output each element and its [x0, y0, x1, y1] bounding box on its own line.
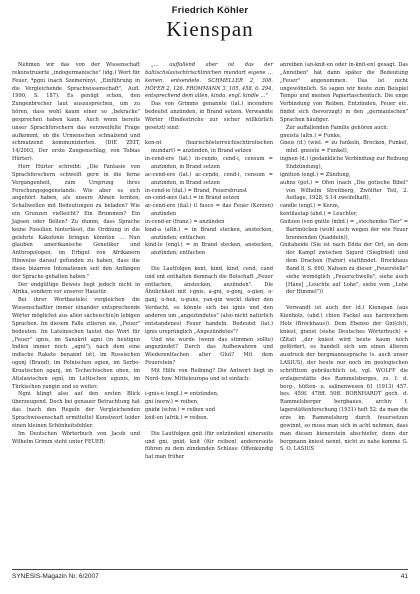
footer-rule [12, 569, 408, 570]
paragraph: ingnen (d.) (gedankliche Verbindung zur Reibung Endzündung), [280, 156, 408, 170]
paragraph: Der endgültige Beweis liegt jedoch nicht in Afrika, sondern vor unserer Haustür. [12, 281, 140, 296]
paragraph: ken-nt (bairischösterreichischtirolischen mundart) = anzünden, in Brand setzen [145, 140, 273, 155]
paragraph: kind-le (engl.) = in Brand stecken, anstecken, anzünden; entfachen [145, 242, 273, 257]
page-number: 41 [400, 573, 408, 580]
text-column-right [280, 62, 408, 454]
paragraph: Gnitaheide (Sie ist nach Edda der Ort, an dem der Kampf zwischen Sigurd (Siegfried) und dem Drachen (Fafnir) stattfindet. Brockhaus Band 8, S. 690, Nahsen zu dieser „Feuerstelle" siehe womöglich „Feuerschwelle", siehe auch [Hans] „Leuchte auf Lohe", siehe vom „Lohe der Himmel")) [280, 242, 408, 296]
paragraph: kind-a (altn.) = in Brand stecken, anstecken, anzünden; entfachen [145, 226, 273, 241]
paragraph: Ngni klingt also auf den ersten Blick überzeugend. Doch bei genauer Betrachtung hat das (nach den Regeln der Vergleichenden Sprachwissenschaft ermittelte) Kunstwort leider einen kleinen Schönheitsfehler. [12, 391, 140, 429]
paragraph: Nehmen wir das von der Wissenschaft rekonstruierte „indogermanische" (idg.) Wort für Feuer, *pgni (nach Szemerényi, „Einführung in die Vergleichende Sprachwissenschaft", Aufl. 1990, S. 187). Es genügt schon, den Zungenbrecher laut auszusprechen, um zu hören, dass wohl kaum einer so „bekracke" gesprochen haben kann. Auch wenn bereits unser Sprachforschern das verzweifelte Frage aufkommt, ob die Urmenschen schnalzend und schmatzend kommunizierten. (DIE ZEIT, 14/2003, Der erste Zungenschlag, von Tobias Hürter). [12, 62, 140, 163]
text-column-middle [145, 62, 273, 462]
paragraph: en-cend-ære (lat.) = in Brand setzen [145, 195, 240, 202]
paragraph: gnidи (schw.) = reiben und [145, 407, 216, 414]
paragraph: Verwandt ist auch der (d.) Kienspan (aus Kienholz, (ahd.) chien Fackel aus harzreichem Holz (Brockhaus)). Dem Ebenso der Gni(ch)t, kniest, gneist (siehe Deutsches Wörterbuch) + (Zitat) „der kniest wird heute kaum noch gefördert, es handelt sich um einen älteren ausdruck der bergmannssprache (s. auch unser LASIUS), der heute nur noch im geologischen schrifttum gebräuchlich ist, vgl. WOLFF die erzlagerstätte des Rammelsberges, zs. f. d. berg-, hütten- u. salinenwesen 61 (1913) 457. bes. 459f. 478ff. 50ff. BORNHARDT goch. d. Rammelsberger bergbaues, archiv f. lagerstättenforschung (1931) heft 52: da man die erze im Rammelsberg durch feuersetzen gewinnt, so muss man sich in acht nehmen, dass man diesen kienerstein abschiefer, denn der bergmann kniest nennt, nicht zu nahe komme G. S. O. LASIUS [280, 305, 408, 453]
paragraph: in-cend-er (franz.) = anzünden [145, 218, 225, 225]
paragraph: kentilastap (ahd.) = Leuchter, [280, 211, 358, 218]
text-column-left [12, 62, 140, 446]
paragraph: auhns (got.) = Ofen (nach „Die gotische Bibel" von Wilhelm Streitberg, Zwölfter Teil, 2. Auflage, 1928, S.14 zweifelhaft), [280, 179, 408, 202]
paragraph: Gneis (d.) (wiel. = zu funkeln, Brocken, Funkel, mhd. gneiste = Funkel), [280, 140, 408, 155]
paragraph: gni (norw.) = reiben, [145, 399, 199, 406]
article-author: Friedrich Köhler [171, 5, 249, 16]
paragraph: ac-cend-ere (lat.) ac-cendo, cend-i, censum = anzünden, in Brand setzen [145, 171, 273, 186]
paragraph: knit-en (afrik.) = reiben. [145, 414, 209, 421]
article-title: Kienspan [166, 17, 254, 41]
paragraph: in-cend-io (ital.) = Brand, Feuersbrunst [145, 187, 248, 194]
paragraph: Und wie wurde (wenn das stimmen sollte) angezündet? Durch das Aufbewahren und Wiederentfachen alter Glut? Mit dem Feuerstein? [145, 336, 273, 367]
magazine-issue: SYNESIS-Magazin Nr. 6/2007 [12, 573, 99, 580]
paragraph: Die Lautfolgen gnit (für entzünden) einerseits und gni, gnid, knit (für reiben) andererseits führen zu dem zündenden Schluss: Offenkundig hat man früher [145, 430, 273, 461]
paragraph: Die Lautfolgen kent, kind, kind, cend, cand und ent enthalten demnach die Botschaft „Feuer entfachen, anstecken, anzünden". Die Ähnlichkeit mit i-gnis, a-gni, o-gonj, o-gien, o-ganj, o-hen, u-guns, yan-gin weckt daher den Verdacht, es könnte sich bei ignis und den anderen um „angezündetes" (also nicht natürlich entstandenes) Feuer handeln. Bedeutet (lat.) ignis ursprünglich „Angezündetes"? [145, 265, 273, 335]
paragraph: gneista (altn.) = Funke, [280, 132, 342, 139]
paragraph: Mit Hilfe von Reibung? Die Antwort liegt in Nord- bzw. Mitteleuropa und ist einfach: [145, 367, 273, 382]
paragraph: Herr Hürter schreibt: „Die Fantasie von Sprachforschern schweift gern in die ferne Vergangenheit, zum Ursprung ihres Forschungsgegenstands. Wie aber es sich angehört haben, als unsere Ahnen lernten, Schallwellen mit Bedeutungen zu beladen? Wie ein Grunzen vielleicht? Ein Brummen? Ein Japsen oder Bellen? Zu dumm, dass Sprache keine Fossilien hinterlässt, die Ordnung in die gelehrte Kakofonie bringen könnten … Nun glauben amerikanische Genetiker und Anthropologen, im Erbgut von Afrikanern Hinweise darauf gefunden zu haben, dass die diese bizarren Intonationen seit den Anfängen der Sprache gehalten haben." [12, 163, 140, 280]
page-footer [12, 573, 408, 580]
paragraph: Bei ihrer Wortbasteleí vergleichen die Wissenschaftler immer einander entsprechende Wörter möglichst aus allen sächsisch(e)n lebigen Sprachen. Im diesem Falle zitieren sie, „Feuer" bedeuten. Im Lateinischen lautet das Wort für „Feuer" ignis, im Sanskrit agni (in heutigen Indien immer noch „agni"), nach dem eine indische Rakete benannt ist), im Russischen ogonj (Brand), im Polnischen ogien, im Serbo-Kroatischen oganj, im Tschechischen ohen, im Altslawischen ognǐ, im Lettischen ugunis, im Türkischen yangin und so weiter. [12, 297, 140, 390]
paragraph: anreiben (an-knit-en oder in-knit-en) gesagt. Das „Anreiben" hat dann später die Bedeutung „Feuer" angenommen. Das ist nicht ungewöhnlich. So sagen wir heute zum Beispiel Tempo und meinen Papiertaschentuch. Die enge Verbindung von Reiben, Entzünden, Feuer etc. findet sich (bevorzugt) in den „germanischen" Sprachen häufiger. [280, 62, 408, 123]
paragraph: in-cend-ere (lat.) in-cendo, cend-i, censum = anzünden, in Brand setzen [145, 156, 273, 170]
paragraph: ignition (engl.) = Zündung, [280, 171, 351, 178]
paragraph: Gnitzen (von gnitte (mhd.) = „stechendes Tier" = Bartmücken (wohl auch wegen der wie Feuer brennenden Quaddeln)), [280, 218, 408, 241]
paragraph: Zur auffallenden Familie gehören auch: [286, 124, 389, 131]
paragraph: Das von Grimms genannte (lat.) incendere bedeutet anzünden, in Brand setzen. Verwandte Wörter (Bindestriche zur sicher willkürlich gesetzt) sind: [145, 101, 273, 131]
paragraph: ac-cend-ere (ital.) il fuoco = das Feuer (Kerzen) anzünden [145, 203, 273, 218]
paragraph: i-gnis-e (engl.) = entzünden, [145, 391, 219, 398]
paragraph: „… auffallend aber ist das der baltischslavischtrischlinichen mundart eigene … keinen, entsendete. SCHMELLER 2, 308. HÖFER 2, 126. FROMMANN 3, 105. 458. 6. 294, entsprechend dem alten, kinda, engl. kindle …" [145, 62, 273, 100]
paragraph: candle (engl.) = Kerze, [280, 203, 340, 210]
paragraph: Im Deutschen Wörterbuch von Jacob und Wilhelm Grimm steht unter FEUER: [12, 430, 140, 445]
